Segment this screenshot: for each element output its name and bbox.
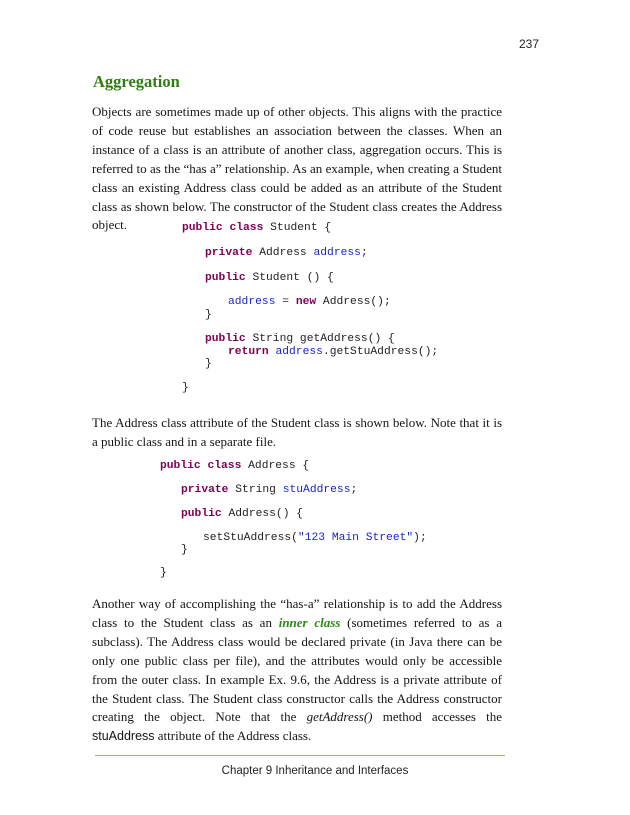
paragraph-inner-class: Another way of accomplishing the “has-a” relationship is to add the Address class to the Student class as an inner class (sometimes referred to as a subclass). The Address class would be declared private (in Java there can be only one public class per file), and the attributes would only be accessible from the outer class. In example Ex. 9.6, the Address is a private attribute of the Student class. The Student class constructor calls the Address constructor creating the object. Note that the getAddress() method accesses the stuAddress attribute of the Address class. <box>92 596 502 744</box>
code-line: public Student () { <box>205 272 334 284</box>
code-line: public Address() { <box>181 508 304 520</box>
page-number: 237 <box>518 37 539 51</box>
code-line: return address.getStuAddress(); <box>228 346 439 358</box>
paragraph-intro: Objects are sometimes made up of other objects. This aligns with the practice of code reuse but establishes an association between the classes. When an instance of a class is an attribute of another class, aggregation occurs. This is referred to as the “has a” relationship. As an example, when creating a Student class an existing Address class could be added as an attribute of the Student class as shown below. The constructor of the Student class creates the Address object. <box>92 104 502 233</box>
footer-divider <box>95 755 505 756</box>
section-heading: Aggregation <box>93 72 180 91</box>
attribute-name: stuAddress <box>92 729 155 744</box>
inner-class-term: inner class <box>278 614 341 630</box>
code-line: address = new Address(); <box>228 296 391 308</box>
code-line: private Address address; <box>205 247 368 259</box>
code-line: } <box>160 567 167 579</box>
code-line: public class Student { <box>182 222 332 234</box>
code-line: } <box>205 309 212 321</box>
method-name: getAddress() <box>306 709 373 725</box>
footer-chapter-title: Chapter 9 Inheritance and Interfaces <box>221 765 409 777</box>
code-line: } <box>205 358 212 370</box>
code-line: } <box>182 382 189 394</box>
paragraph-address-note: The Address class attribute of the Student class is shown below. Note that it is a public class and in a separate file. <box>92 415 502 449</box>
code-line: private String stuAddress; <box>181 484 358 496</box>
code-line: } <box>181 544 188 556</box>
code-line: public class Address { <box>160 460 310 472</box>
code-line: setStuAddress("123 Main Street"); <box>203 532 427 544</box>
code-line: public String getAddress() { <box>205 333 395 345</box>
